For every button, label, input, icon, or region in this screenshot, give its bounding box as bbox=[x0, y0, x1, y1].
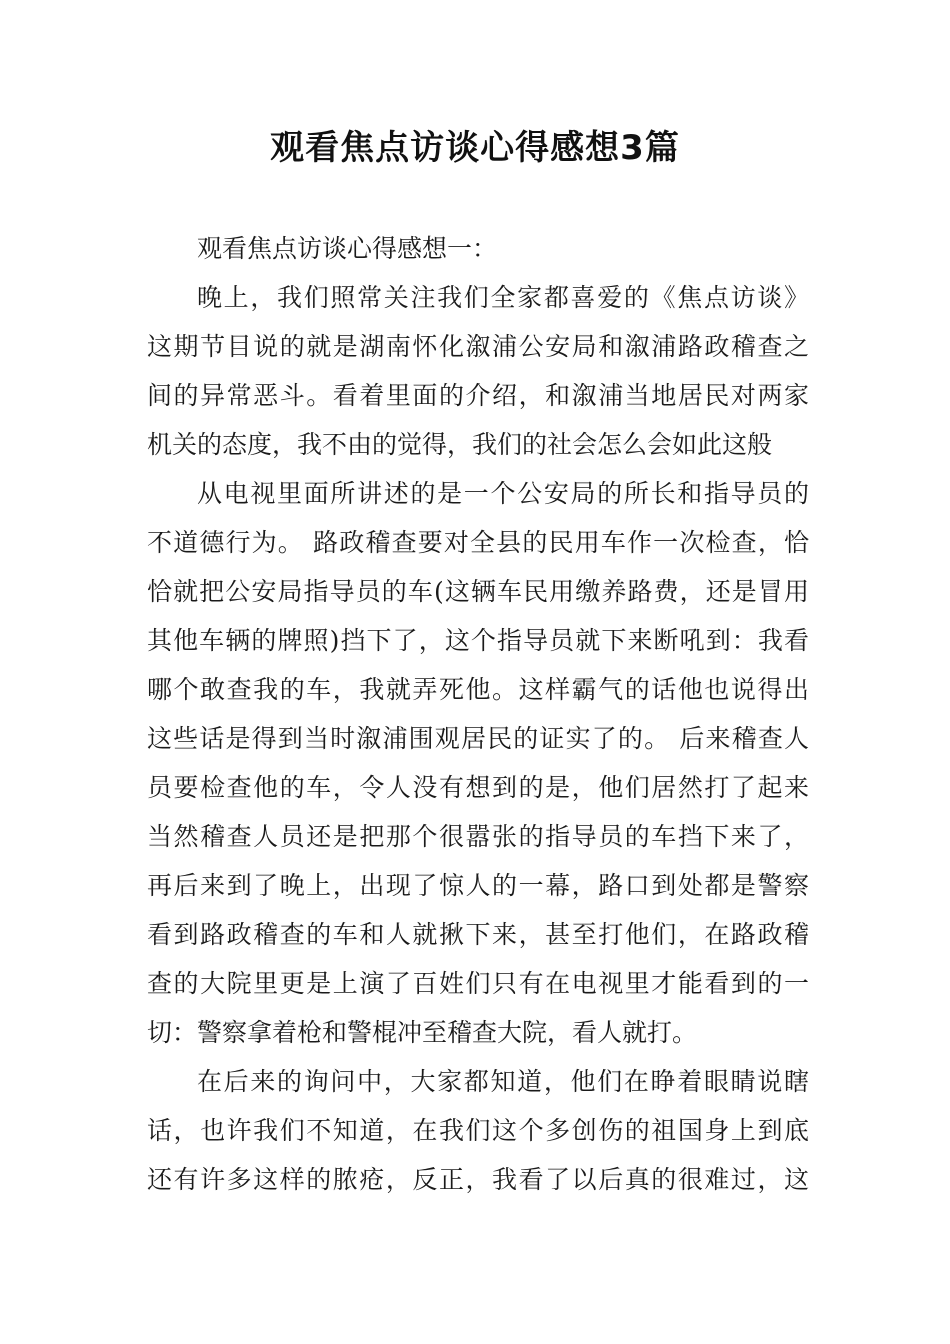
paragraph-line: 再后来到了晚上，出现了惊人的一幕，路口到处都是警察 bbox=[147, 871, 809, 900]
paragraph-line: 在后来的询问中，大家都知道，他们在睁着眼睛说瞎 bbox=[197, 1067, 809, 1096]
paragraph-line: 晚上，我们照常关注我们全家都喜爱的《焦点访谈》 bbox=[197, 283, 809, 312]
paragraph-line: 这期节目说的就是湖南怀化溆浦公安局和溆浦路政稽查之 bbox=[147, 332, 809, 361]
paragraph-line: 机关的态度，我不由的觉得，我们的社会怎么会如此这般 bbox=[147, 430, 773, 459]
paragraph-2 bbox=[147, 469, 809, 1057]
document-body bbox=[147, 224, 809, 1204]
paragraph-line: 恰就把公安局指导员的车(这辆车民用缴养路费，还是冒用 bbox=[147, 577, 809, 606]
paragraph-line: 当然稽查人员还是把那个很嚣张的指导员的车挡下来了， bbox=[147, 822, 809, 851]
document-title: 观看焦点访谈心得感想3篇 bbox=[270, 128, 680, 168]
paragraph-1 bbox=[147, 273, 809, 469]
section-heading-text: 观看焦点访谈心得感想一： bbox=[197, 234, 498, 263]
paragraph-line: 这些话是得到当时溆浦围观居民的证实了的。 后来稽查人 bbox=[147, 724, 809, 753]
paragraph-line: 间的异常恶斗。看着里面的介绍，和溆浦当地居民对两家 bbox=[147, 381, 809, 410]
paragraph-line: 还有许多这样的脓疮，反正，我看了以后真的很难过，这 bbox=[147, 1165, 809, 1194]
paragraph-line: 不道德行为。 路政稽查要对全县的民用车作一次检查，恰 bbox=[147, 528, 809, 557]
paragraph-line: 从电视里面所讲述的是一个公安局的所长和指导员的 bbox=[197, 479, 809, 508]
paragraph-line: 切：警察拿着枪和警棍冲至稽查大院，看人就打。 bbox=[147, 1018, 698, 1047]
paragraph-line: 哪个敢查我的车，我就弄死他。这样霸气的话他也说得出 bbox=[147, 675, 809, 704]
paragraph-line: 话，也许我们不知道，在我们这个多创伤的祖国身上到底 bbox=[147, 1116, 809, 1145]
paragraph-line: 看到路政稽查的车和人就揪下来，甚至打他们，在路政稽 bbox=[147, 920, 809, 949]
paragraph-line: 查的大院里更是上演了百姓们只有在电视里才能看到的一 bbox=[147, 969, 809, 998]
paragraph-line: 其他车辆的牌照)挡下了，这个指导员就下来断吼到：我看 bbox=[147, 626, 809, 655]
section-heading bbox=[147, 224, 809, 273]
paragraph-3 bbox=[147, 1057, 809, 1204]
paragraph-line: 员要检查他的车，令人没有想到的是，他们居然打了起来 bbox=[147, 773, 809, 802]
